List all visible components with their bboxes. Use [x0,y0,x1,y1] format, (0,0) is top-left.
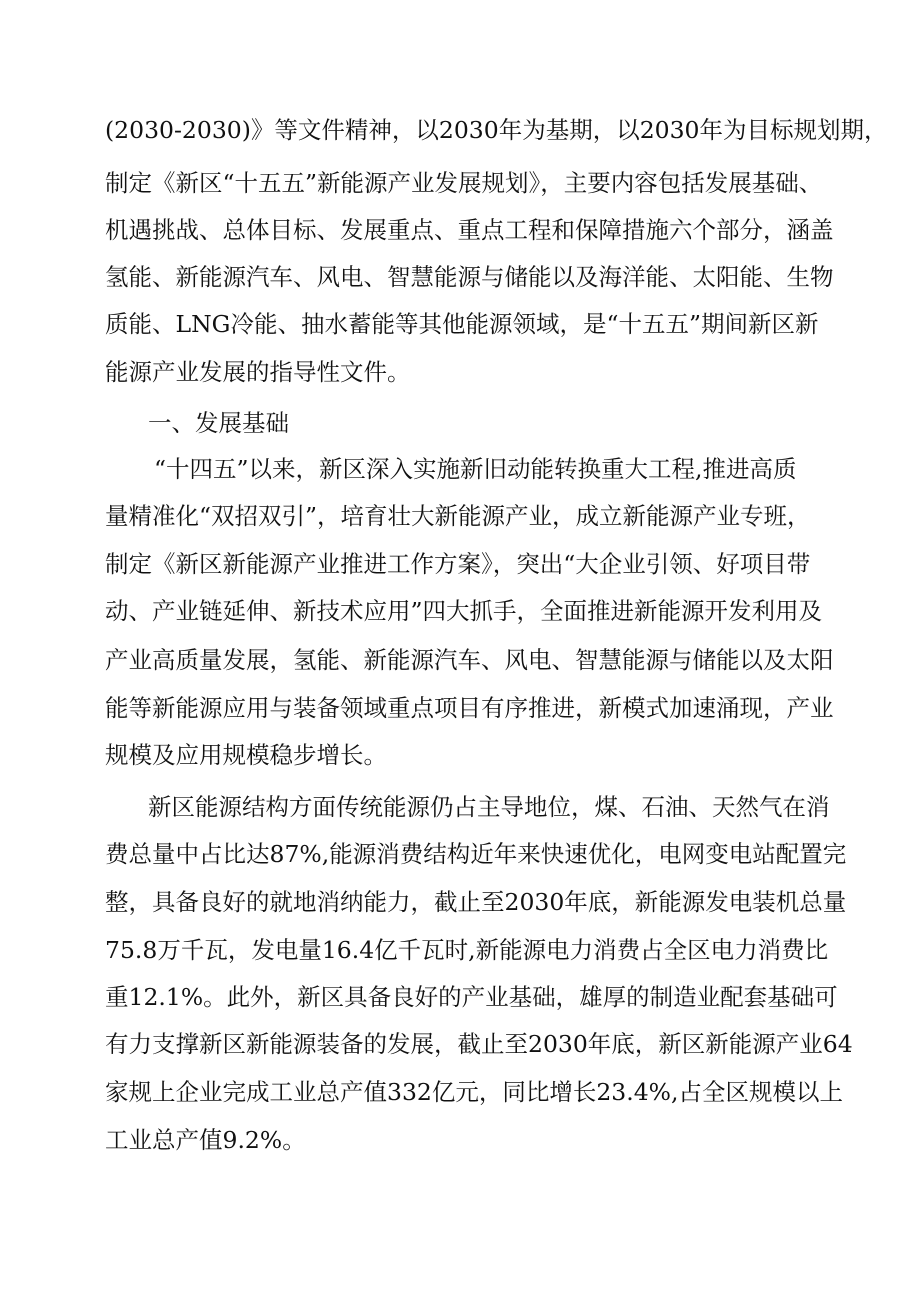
paragraph-intro-line-6: 能源产业发展的指导性文件。 [105,358,411,386]
paragraph-energy-line-1: 新区能源结构方面传统能源仍占主导地位，煤、石油、天然气在消 [148,793,830,821]
paragraph-foundation-line-4: 动、产业链延伸、新技术应用”四大抓手，全面推进新能源开发利用及 [105,597,823,625]
paragraph-energy-line-6: 有力支撑新区新能源装备的发展，截止至2030年底，新区新能源产业64 [105,1030,853,1058]
paragraph-energy-line-4: 75.8万千瓦，发电量16.4亿千瓦时,新能源电力消费占全区电力消费比 [105,936,829,964]
paragraph-intro-line-5: 质能、LNG冷能、抽水蓄能等其他能源领域，是“十五五”期间新区新 [105,310,819,338]
paragraph-intro-line-4: 氢能、新能源汽车、风电、智慧能源与储能以及海洋能、太阳能、生物 [105,263,834,291]
paragraph-intro-line-2: 制定《新区“十五五”新能源产业发展规划》，主要内容包括发展基础、 [105,169,823,197]
paragraph-foundation-line-3: 制定《新区新能源产业推进工作方案》，突出“大企业引领、好项目带 [105,550,811,578]
paragraph-energy-line-2: 费总量中占比达87%,能源消费结构近年来快速优化，电网变电站配置完 [105,840,847,868]
paragraph-energy-line-5: 重12.1%。此外，新区具备良好的产业基础，雄厚的制造业配套基础可 [105,983,838,1011]
paragraph-foundation-line-7: 规模及应用规模稳步增长。 [105,741,387,769]
paragraph-energy-line-8: 工业总产值9.2%。 [105,1126,306,1154]
paragraph-foundation-line-1: “十四五”以来，新区深入实施新旧动能转换重大工程,推进高质 [154,455,797,483]
paragraph-foundation-line-2: 量精准化“双招双引”，培育壮大新能源产业，成立新能源产业专班， [105,502,811,530]
paragraph-energy-line-7: 家规上企业完成工业总产值332亿元，同比增长23.4%,占全区规模以上 [105,1078,843,1106]
paragraph-foundation-line-6: 能等新能源应用与装备领域重点项目有序推进，新模式加速涌现，产业 [105,694,834,722]
section-heading: 一、发展基础 [148,409,289,437]
paragraph-intro-line-3: 机遇挑战、总体目标、发展重点、重点工程和保障措施六个部分，涵盖 [105,216,834,244]
paragraph-energy-line-3: 整，具备良好的就地消纳能力，截止至2030年底，新能源发电装机总量 [105,888,847,916]
paragraph-foundation-line-5: 产业高质量发展，氢能、新能源汽车、风电、智慧能源与储能以及太阳 [105,646,834,674]
paragraph-intro-line-1: (2030-2030)》等文件精神，以2030年为基期，以2030年为目标规划期， [105,116,888,144]
